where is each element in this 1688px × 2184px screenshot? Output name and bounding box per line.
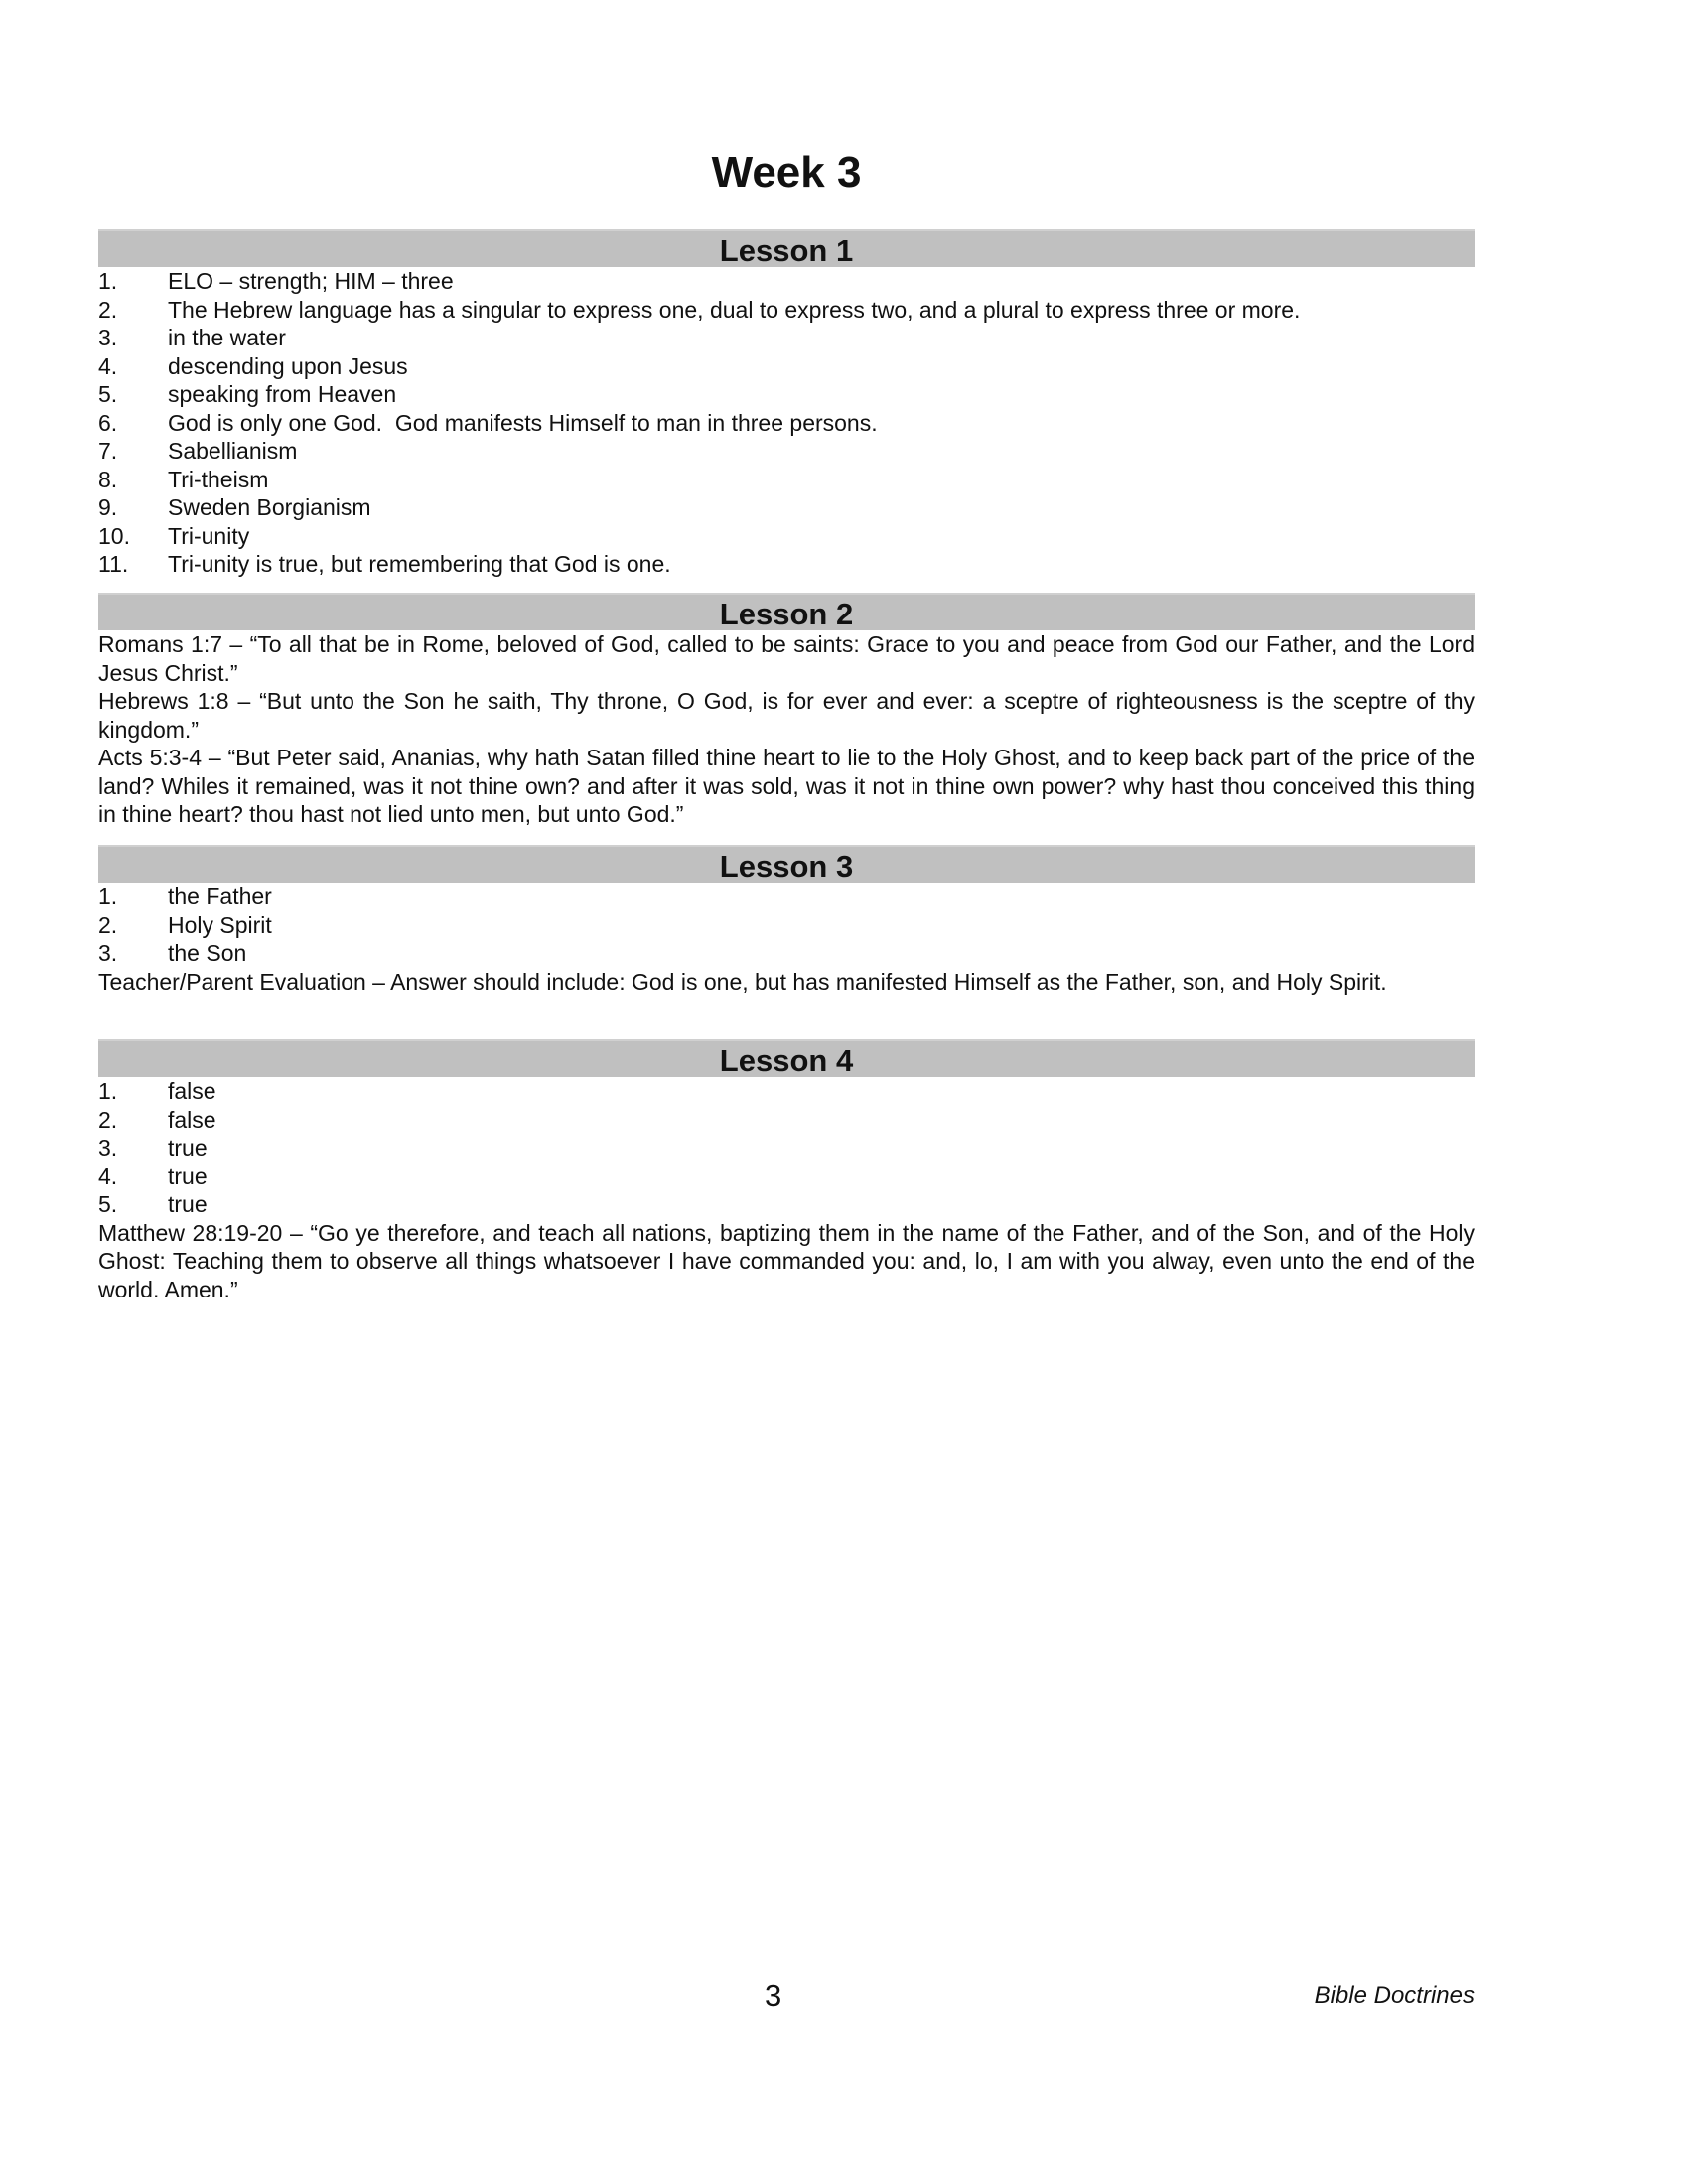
item-text: God is only one God. God manifests Himself to man in three persons. [168,409,878,436]
list-item [98,324,1475,352]
item-text: Holy Spirit [168,911,272,938]
item-number: 2. [98,296,118,323]
item-text: false [168,1078,216,1104]
item-text: speaking from Heaven [168,381,397,407]
item-text: Tri-unity [168,522,250,549]
answer-list [98,883,1475,996]
item-number: 3. [98,1135,118,1160]
item-text: Tri-unity is true, but remembering that God is one. [168,551,671,577]
list-item [98,296,1475,325]
item-text: The Hebrew language has a singular to express one, dual to express two, and a plural to express three or more. [168,296,1301,323]
book-title: Bible Doctrines [1314,1982,1475,2009]
list-item [98,1077,1475,1106]
item-number: 2. [98,1106,118,1133]
item-number: 4. [98,352,118,379]
list-item [98,522,1475,551]
list-item [98,409,1475,438]
list-item [98,1162,1475,1191]
lesson-heading: Lesson 1 [98,229,1475,267]
item-text: the Son [168,940,247,966]
item-number: 1. [98,268,118,294]
lesson-heading: Lesson 2 [98,593,1475,630]
item-number: 11. [98,551,129,577]
list-item [98,1134,1475,1162]
page-title: Week 3 [711,148,862,197]
item-number: 4. [98,1162,118,1189]
list-item [98,1190,1475,1219]
list-item [98,267,1475,296]
answer-list [98,267,1475,579]
item-text: ELO – strength; HIM – three [168,268,454,294]
item-text: false [168,1106,216,1133]
lesson-1-section [98,229,1475,579]
lesson-2-section [98,593,1475,829]
item-text: Sweden Borgianism [168,494,371,520]
list-item [98,380,1475,409]
item-number: 8. [98,466,118,492]
list-item [98,493,1475,522]
item-number: 6. [98,409,118,436]
list-item [98,911,1475,940]
item-number: 2. [98,911,118,938]
item-text: Sabellianism [168,438,298,464]
item-number: 1. [98,1078,118,1104]
list-item [98,939,1475,968]
item-number: 9. [98,494,118,520]
item-text: Tri-theism [168,466,269,492]
item-number: 5. [98,1191,118,1217]
scripture-paragraph: Matthew 28:19-20 – “Go ye therefore, and teach all nations, baptizing them in the name of the Father, and of the Son, and of the Holy Ghost: Teaching them to observe all things whatsoever I have commanded you: and, lo, I am with you alway, even unto the end of the world. Amen.” [98,1219,1475,1302]
item-text: true [168,1191,208,1217]
lesson-heading: Lesson 3 [98,845,1475,883]
item-number: 10. [98,522,130,549]
page-number: 3 [765,1979,782,2013]
lesson-3-section [98,845,1475,996]
item-number: 7. [98,438,118,464]
scripture-list [98,630,1475,829]
scripture-paragraph: Acts 5:3-4 – “But Peter said, Ananias, why hath Satan filled thine heart to lie to the Holy Ghost, and to keep back part of the price of the land? Whiles it remained, was it not thine own? and after it was sold, was it not in thine own power? why hast thou conceived this thing in thine heart? thou hast not lied unto men, but unto God.” [98,745,1475,827]
item-text: in the water [168,325,286,350]
item-text: true [168,1162,208,1189]
answer-list [98,1077,1475,1303]
item-text: descending upon Jesus [168,352,408,379]
scripture-paragraph: Romans 1:7 – “To all that be in Rome, beloved of God, called to be saints: Grace to you and peace from God our Father, and the Lord Jesus Christ.” [98,631,1475,686]
item-number: 3. [98,325,118,350]
evaluation-note: Teacher/Parent Evaluation – Answer should include: God is one, but has manifested Himself as the Father, son, and Holy Spirit. [98,968,1387,995]
list-item [98,883,1475,911]
lesson-heading: Lesson 4 [98,1039,1475,1077]
list-item [98,352,1475,381]
item-text: true [168,1135,208,1160]
item-number: 5. [98,381,118,407]
list-item [98,550,1475,579]
scripture-paragraph: Hebrews 1:8 – “But unto the Son he saith, Thy throne, O God, is for ever and ever: a sceptre of righteousness is the sceptre of thy kingdom.” [98,688,1475,743]
item-text: the Father [168,884,272,909]
list-item [98,466,1475,494]
item-number: 3. [98,940,118,966]
lesson-4-section [98,1039,1475,1303]
list-item [98,1106,1475,1135]
list-item [98,437,1475,466]
item-number: 1. [98,884,118,909]
